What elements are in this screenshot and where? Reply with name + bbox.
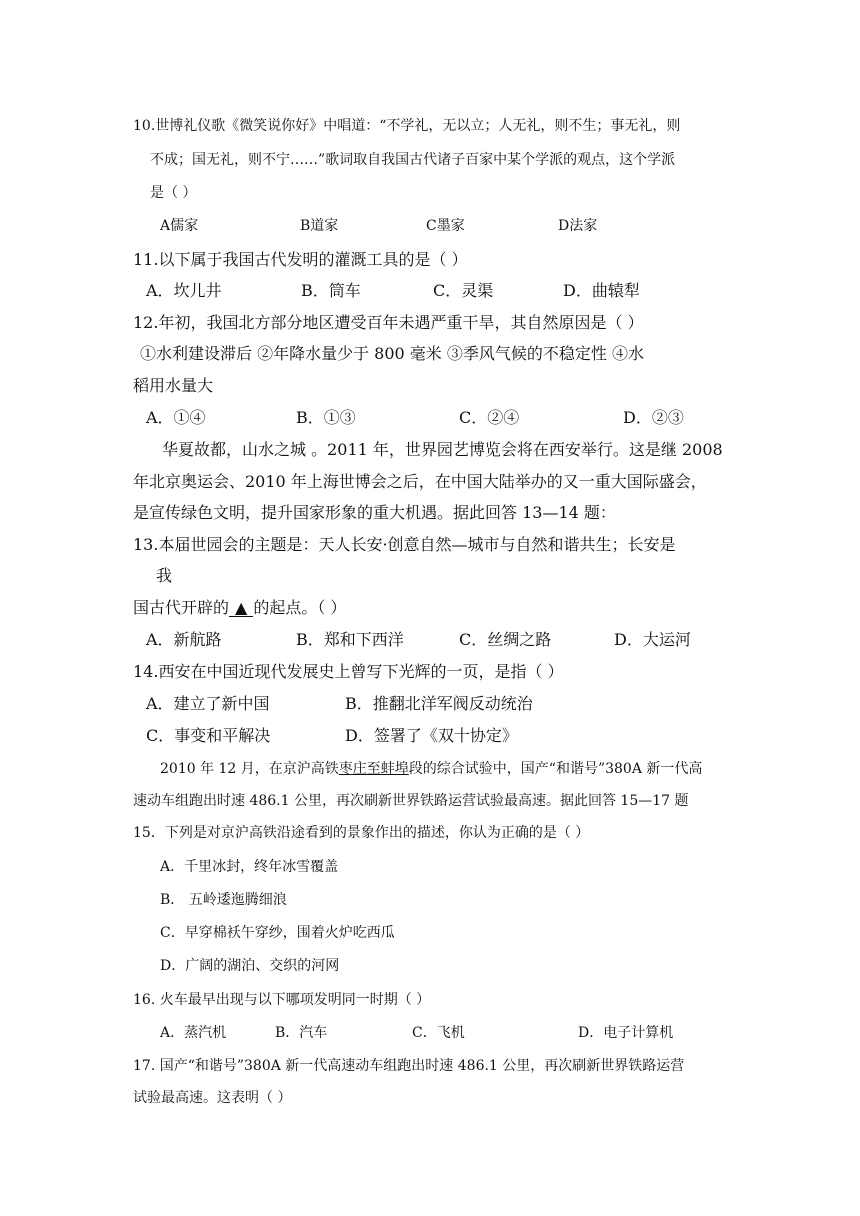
- q13-line1: 13.本届世园会的主题是：天人长安·创意自然—城市与自然和谐共生；长安是: [133, 535, 676, 554]
- q16-stem: 16. 火车最早出现与以下哪项发明同一时期（ ）: [133, 992, 431, 1008]
- passage2-underlined-segment: 枣庄至蚌埠: [338, 761, 409, 777]
- q12-stem: 12.年初，我国北方部分地区遭受百年未遇严重干旱，其自然原因是（ ）: [133, 313, 644, 332]
- q11-option-c[interactable]: C．灵渠: [433, 281, 494, 300]
- passage2-line2: 速动车组跑出时速 486.1 公里，再次刷新世界铁路运营试验最高速。据此回答 15—17 题: [133, 793, 689, 809]
- q13-option-d[interactable]: D．大运河: [614, 630, 691, 649]
- passage1-line1: 华夏故都，山水之城 。2011 年，世界园艺博览会将在西安举行。这是继 2008: [162, 440, 723, 459]
- q14-option-a[interactable]: A．建立了新中国: [146, 694, 270, 713]
- q16-option-d[interactable]: D．电子计算机: [578, 1025, 674, 1041]
- q16-option-a[interactable]: A．蒸汽机: [160, 1025, 227, 1041]
- q15-stem: 15．下列是对京沪高铁沿途看到的景象作出的描述，你认为正确的是（ ）: [133, 825, 590, 841]
- q13-line3-before: 国古代开辟的: [133, 598, 230, 617]
- q12-option-d[interactable]: D．②③: [623, 408, 684, 427]
- q13-option-c[interactable]: C．丝绸之路: [459, 630, 552, 649]
- q15-option-a[interactable]: A．千里冰封，终年冰雪覆盖: [160, 859, 339, 875]
- q15-option-d[interactable]: D．广阔的湖泊、交织的河网: [160, 958, 340, 974]
- q15-option-b[interactable]: B． 五岭逶迤腾细浪: [160, 892, 287, 908]
- q16-option-c[interactable]: C．飞机: [412, 1025, 465, 1041]
- q12-option-b[interactable]: B．①③: [296, 408, 356, 427]
- q10-line1: 10.世博礼仪歌《微笑说你好》中唱道：“不学礼，无以立；人无礼，则不生；事无礼，则: [133, 118, 681, 134]
- q16-option-b[interactable]: B．汽车: [275, 1025, 328, 1041]
- q13-option-b[interactable]: B．郑和下西洋: [296, 630, 404, 649]
- q17-line1: 17. 国产“和谐号”380A 新一代高速动车组跑出时速 486.1 公里，再次刷新世界铁路运营: [133, 1058, 685, 1074]
- q15-option-c[interactable]: C．早穿棉袄午穿纱，围着火炉吃西瓜: [160, 925, 395, 941]
- q11-option-a[interactable]: A．坎儿井: [146, 281, 222, 300]
- q11-stem: 11.以下属于我国古代发明的灌溉工具的是（ ）: [133, 250, 468, 269]
- passage2-line1-after: 段的综合试验中，国产“和谐号”380A 新一代高: [408, 761, 703, 777]
- q13-line3: [133, 600, 346, 617]
- q14-option-c[interactable]: C．事变和平解决: [146, 726, 271, 745]
- q12-option-c[interactable]: C．②④: [459, 408, 520, 427]
- q10-option-c[interactable]: C墨家: [426, 218, 465, 234]
- q10-line3: 是（ ）: [150, 185, 197, 201]
- q10-line2: 不成；国无礼，则不宁……”歌词取自我国古代诸子百家中某个学派的观点，这个学派: [150, 152, 676, 168]
- q13-line3-after: 的起点。（ ）: [253, 598, 347, 617]
- q10-option-d[interactable]: D法家: [558, 218, 598, 234]
- q14-option-d[interactable]: D．签署了《双十协定》: [345, 726, 518, 745]
- passage1-line3: 是宣传绿色文明，提升国家形象的重大机遇。据此回答 13—14 题：: [133, 503, 616, 522]
- q14-option-b[interactable]: B．推翻北洋军阀反动统治: [345, 694, 533, 713]
- q13-option-a[interactable]: A．新航路: [146, 630, 222, 649]
- passage2-line1-before: 2010 年 12 月，在京沪高铁: [160, 761, 339, 777]
- q13-line2: 我: [156, 566, 173, 585]
- q14-stem: 14.西安在中国近现代发展史上曾写下光辉的一页，是指（ ）: [133, 662, 564, 681]
- passage2-line1: [160, 762, 702, 776]
- q11-option-d[interactable]: D．曲辕犁: [563, 281, 640, 300]
- passage1-line2: 年北京奥运会、2010 年上海世博会之后，在中国大陆举办的又一重大国际盛会，: [133, 472, 707, 491]
- q11-option-b[interactable]: B．筒车: [301, 281, 361, 300]
- q12-items-line1: ①水利建设滞后 ②年降水量少于 800 毫米 ③季风气候的不稳定性 ④水: [140, 344, 644, 363]
- q13-answer-blank[interactable]: ▲: [229, 600, 253, 617]
- q17-line2: 试验最高速。这表明（ ）: [133, 1090, 292, 1106]
- q10-option-b[interactable]: B道家: [300, 218, 339, 234]
- q12-items-line2: 稻用水量大: [133, 376, 214, 395]
- q10-option-a[interactable]: A儒家: [160, 218, 199, 234]
- q12-option-a[interactable]: A．①④: [146, 408, 206, 427]
